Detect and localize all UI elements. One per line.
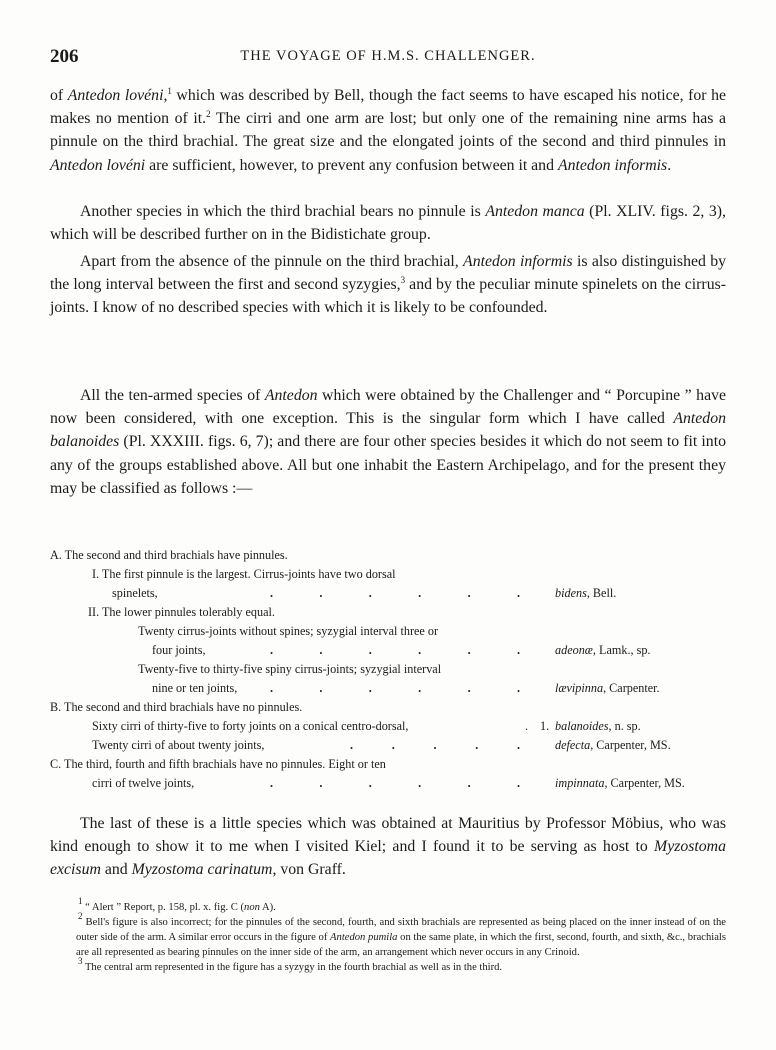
key-entry-balanoides: Sixty cirri of thirty-five to forty joints on a conical centro-dorsal, . 1. balanoides, n. sp. [92, 719, 641, 733]
key-entry-adeonae: four joints, . . . . . . adeonæ, Lamk., sp. [152, 643, 651, 657]
key-entry-laevipinna: nine or ten joints, . . . . . . lævipinna, Carpenter. [152, 681, 660, 695]
key-heading-c: C. The third, fourth and fifth brachials have no pinnules. Eight or ten [50, 757, 386, 771]
key-entry-defecta: Twenty cirri of about twenty joints, . . . . . defecta, Carpenter, MS. [92, 738, 671, 752]
key-heading-b: B. The second and third brachials have no pinnules. [50, 700, 303, 714]
key-entry-impinnata: cirri of twelve joints, . . . . . . impinnata, Carpenter, MS. [92, 776, 685, 790]
footnote-ref-1[interactable]: 1 [167, 86, 172, 96]
footnote-2: $^2$ Bell's figure is also incorrect; for the pinnules of the second, fourth, and sixth brachials are represented as being placed on the inner instead of on the outer side of the arm. A similar error occurs in the figure of Antedon pumila on the same plate, in which the first, second, fourth, and sixth, &c., brachials are all represented as bearing pinnules on the inner side of the arm, an arrangement which never occurs in any Crinoid. [76, 911, 726, 958]
key-line-ii: II. The lower pinnules tolerably equal. [88, 605, 275, 619]
dot-leader: . . . . . . [270, 586, 520, 600]
dot-leader: . . . . . . [270, 643, 520, 657]
running-head: THE VOYAGE OF H.M.S. CHALLENGER. [240, 48, 536, 64]
key-line-i: I. The first pinnule is the largest. Cirrus-joints have two dorsal [92, 567, 396, 581]
dot-leader: . . . . . [350, 738, 520, 752]
footnote-1: $^1$ “ Alert ” Report, p. 158, pl. x. fig. C (non A). [78, 896, 276, 913]
key-line-iia: Twenty cirrus-joints without spines; syzygial interval three or [138, 624, 439, 638]
key-entry-bidens: spinelets, . . . . . . bidens, Bell. [112, 586, 617, 600]
body-paragraph-1: of Antedon lovéni,$^1$ which was described by Bell, though the fact seems to have escaped his notice, for he makes no mention of it.$^2$ The cirri and one arm are lost; but only one of the remaining nine arms has a pinnule on the third brachial. The great size and the elongated joints of the second and third pinnules in Antedon lovéni are sufficient, however, to prevent any confusion between it and Antedon informis. [50, 86, 726, 174]
body-paragraph-4: All the ten-armed species of Antedon which were obtained by the Challenger and “ Porcupine ” have now been considered, with one exception. This is the singular form which I have called Antedon balanoides (Pl. XXXIII. figs. 6, 7); and there are four other species besides it which do not seem to fit into any of the groups established above. All but one inhabit the Eastern Archipelago, and for the present they may be classified as follows :— [50, 387, 726, 497]
page-number: 206 [50, 46, 79, 67]
page-header [50, 46, 726, 70]
key-heading-a: A. The second and third brachials have pinnules. [50, 548, 288, 562]
body-paragraph-3: Apart from the absence of the pinnule on the third brachial, Antedon informis is also distinguished by the long interval between the first and second syzygies,$^3$ and by the peculiar minute spinelets on the cirrus-joints. I know of no described species with which it is likely to be confounded. [50, 253, 727, 317]
dot-leader: . . . . . . [270, 776, 520, 790]
footnote-3: $^3$ The central arm represented in the figure has a syzygy in the fourth brachial as well as in the third. [78, 956, 503, 973]
footnotes [76, 896, 726, 975]
key-line-iib: Twenty-five to thirty-five spiny cirrus-joints; syzygial interval [138, 662, 442, 676]
footnote-ref-3[interactable]: 3 [400, 275, 406, 286]
dot-leader: . . . . . . [270, 681, 520, 695]
footnote-ref-2[interactable]: 2 [206, 109, 211, 120]
body-paragraph-5: The last of these is a little species which was obtained at Mauritius by Professor Möbius, who was kind enough to show it to me when I visited Kiel; and I found it to be serving as host to Myzostoma excisum and Myzostoma carinatum, von Graff. [50, 815, 726, 879]
body-paragraph-2: Another species in which the third brachial bears no pinnule is Antedon manca (Pl. XLIV. figs. 2, 3), which will be described further on in the Bidistichate group. [50, 203, 726, 244]
